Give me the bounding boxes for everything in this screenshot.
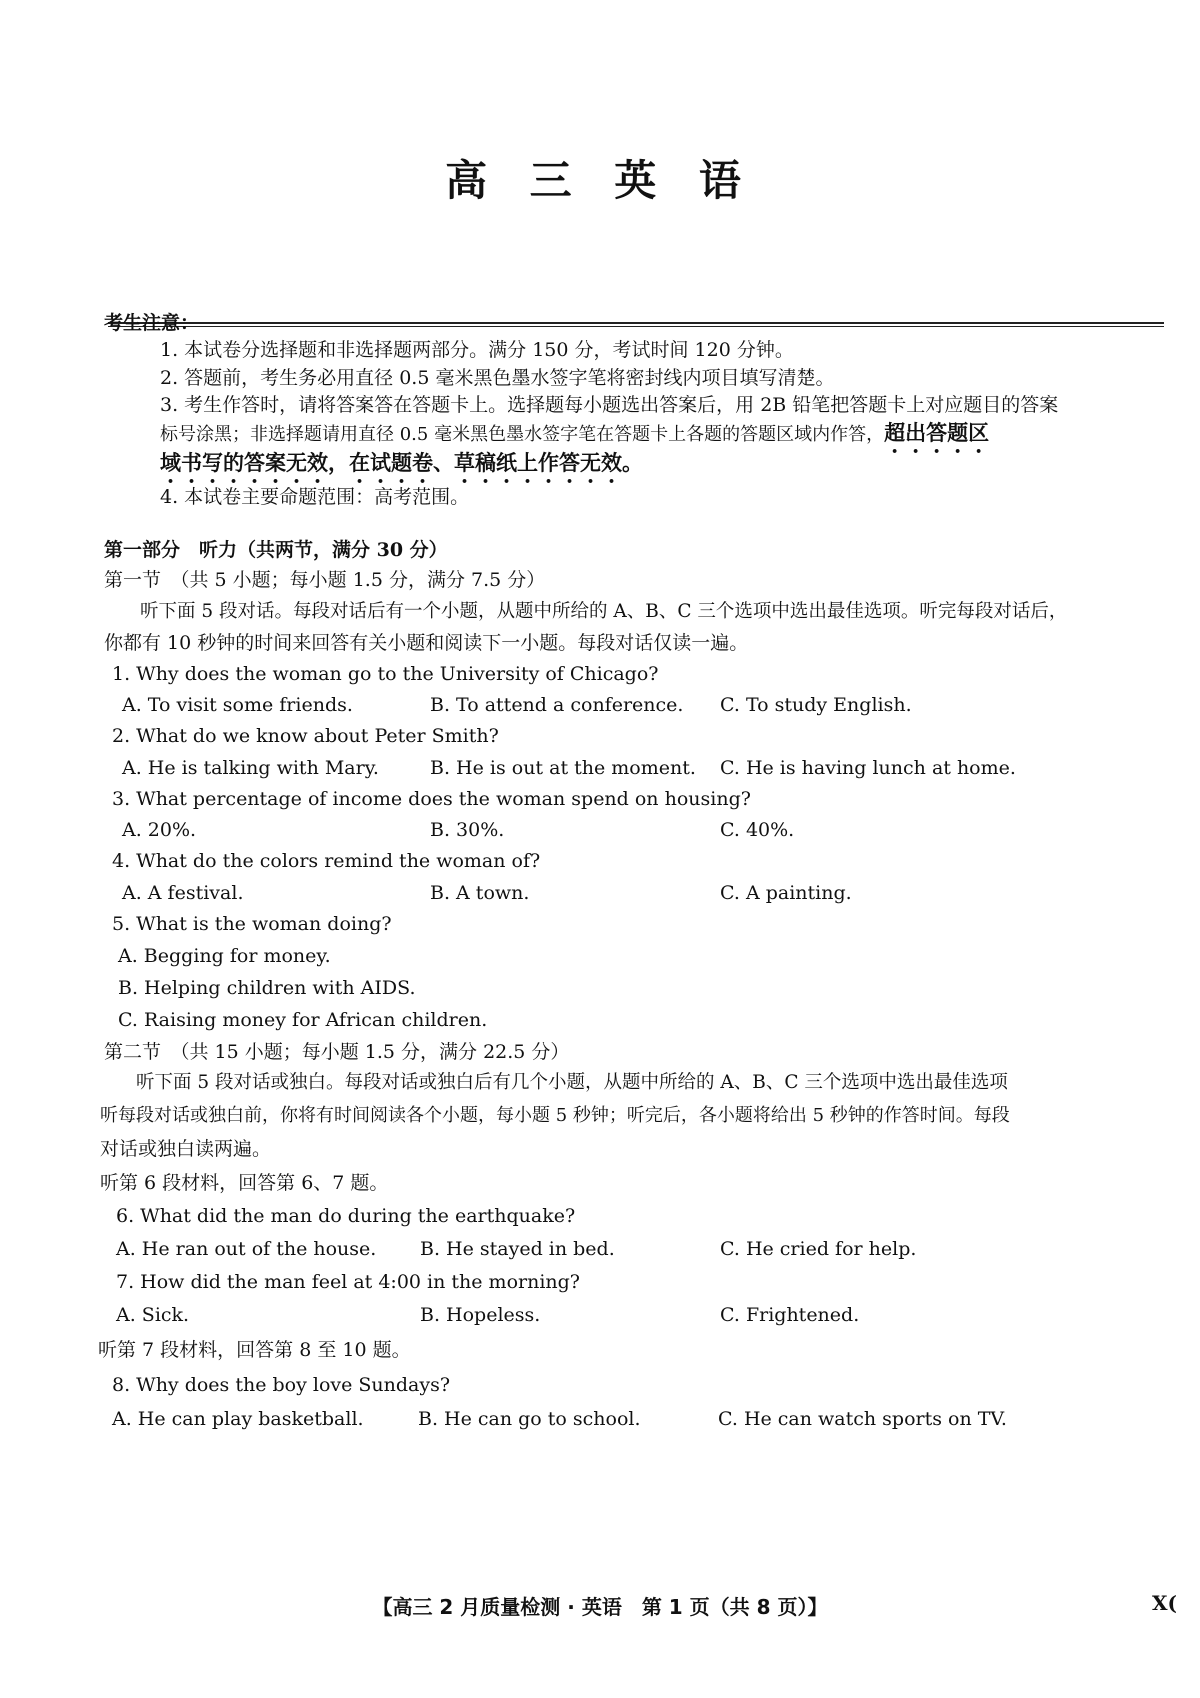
section2-instructions-2: 听每段对话或独白前，你将有时间阅读各个小题，每小题 5 秒钟；听完后，各小题将给出 5 秒钟的作答时间。每段: [100, 1105, 1010, 1126]
question-6-option-b: B. He stayed in bed.: [420, 1238, 615, 1260]
notice-emphasis-1: 超出答题区: [884, 420, 990, 445]
question-4-option-b: B. A town.: [430, 882, 530, 904]
question-3-stem: 3. What percentage of income does the woman spend on housing?: [112, 788, 751, 810]
material-6-instruction: 听第 6 段材料，回答第 6、7 题。: [100, 1172, 389, 1194]
question-6-option-a: A. He ran out of the house.: [116, 1238, 377, 1260]
question-5-stem: 5. What is the woman doing?: [112, 913, 392, 935]
notice-item-3-line-3: 域书写的答案无效，在试题卷、草稿纸上作答无效。: [160, 450, 643, 475]
section2-heading: 第二节 （共 15 小题；每小题 1.5 分，满分 22.5 分）: [104, 1041, 570, 1063]
question-8-option-b: B. He can go to school.: [418, 1408, 641, 1430]
notice-heading: 考生注意：: [104, 312, 200, 334]
question-4-stem: 4. What do the colors remind the woman of?: [112, 850, 541, 872]
question-1-stem: 1. Why does the woman go to the University of Chicago?: [112, 663, 659, 685]
notice-item-3-line-2-text: 标号涂黑；非选择题请用直径 0.5 毫米黑色墨水签字笔在答题卡上各题的答题区域内作答，: [160, 424, 885, 445]
section1-instructions-1: 听下面 5 段对话。每段对话后有一个小题，从题中所给的 A、B、C 三个选项中选出最佳选项。听完每段对话后，: [140, 601, 1068, 622]
question-1-option-b: B. To attend a conference.: [430, 694, 684, 716]
question-8-stem: 8. Why does the boy love Sundays?: [112, 1374, 451, 1396]
question-6-stem: 6. What did the man do during the earthquake?: [116, 1205, 576, 1227]
notice-item-4: 4. 本试卷主要命题范围：高考范围。: [160, 486, 470, 508]
question-4-option-a: A. A festival.: [122, 882, 244, 904]
question-4-option-c: C. A painting.: [720, 882, 852, 904]
page-footer: 【高三 2 月质量检测 · 英语 第 1 页（共 8 页）】: [372, 1595, 828, 1619]
question-5-option-b: B. Helping children with AIDS.: [118, 977, 416, 999]
question-7-option-c: C. Frightened.: [720, 1304, 860, 1326]
header-divider: [108, 322, 1164, 327]
page-title: 高 三 英 语: [445, 156, 755, 205]
section1-heading: 第一节 （共 5 小题；每小题 1.5 分，满分 7.5 分）: [104, 569, 546, 591]
question-2-option-b: B. He is out at the moment.: [430, 757, 696, 779]
notice-item-1: 1. 本试卷分选择题和非选择题两部分。满分 150 分，考试时间 120 分钟。: [160, 339, 794, 361]
question-8-option-a: A. He can play basketball.: [112, 1408, 364, 1430]
question-7-stem: 7. How did the man feel at 4:00 in the morning?: [116, 1271, 580, 1293]
section2-instructions-1: 听下面 5 段对话或独白。每段对话或独白后有几个小题，从题中所给的 A、B、C 三个选项中选出最佳选项: [136, 1072, 1008, 1093]
question-3-option-b: B. 30%.: [430, 819, 505, 841]
question-2-option-c: C. He is having lunch at home.: [720, 757, 1016, 779]
question-2-option-a: A. He is talking with Mary.: [122, 757, 379, 779]
section2-instructions-3: 对话或独白读两遍。: [100, 1138, 272, 1160]
question-7-option-b: B. Hopeless.: [420, 1304, 541, 1326]
question-1-option-a: A. To visit some friends.: [122, 694, 353, 716]
question-3-option-a: A. 20%.: [122, 819, 197, 841]
question-7-option-a: A. Sick.: [116, 1304, 190, 1326]
question-6-option-c: C. He cried for help.: [720, 1238, 917, 1260]
question-2-stem: 2. What do we know about Peter Smith?: [112, 725, 499, 747]
material-7-instruction: 听第 7 段材料，回答第 8 至 10 题。: [98, 1339, 411, 1361]
question-5-option-c: C. Raising money for African children.: [118, 1009, 488, 1031]
question-5-option-a: A. Begging for money.: [118, 945, 331, 967]
notice-item-3-line-1: 3. 考生作答时，请将答案答在答题卡上。选择题每小题选出答案后，用 2B 铅笔把答题卡上对应题目的答案: [160, 394, 1059, 416]
corner-code: X(: [1152, 1591, 1177, 1615]
part1-heading: 第一部分 听力（共两节，满分 30 分）: [104, 539, 448, 561]
question-3-option-c: C. 40%.: [720, 819, 795, 841]
question-1-option-c: C. To study English.: [720, 694, 912, 716]
question-8-option-c: C. He can watch sports on TV.: [718, 1408, 1007, 1430]
notice-item-2: 2. 答题前，考生务必用直径 0.5 毫米黑色墨水签字笔将密封线内项目填写清楚。: [160, 367, 835, 389]
section1-instructions-2: 你都有 10 秒钟的时间来回答有关小题和阅读下一小题。每段对话仅读一遍。: [104, 632, 749, 654]
